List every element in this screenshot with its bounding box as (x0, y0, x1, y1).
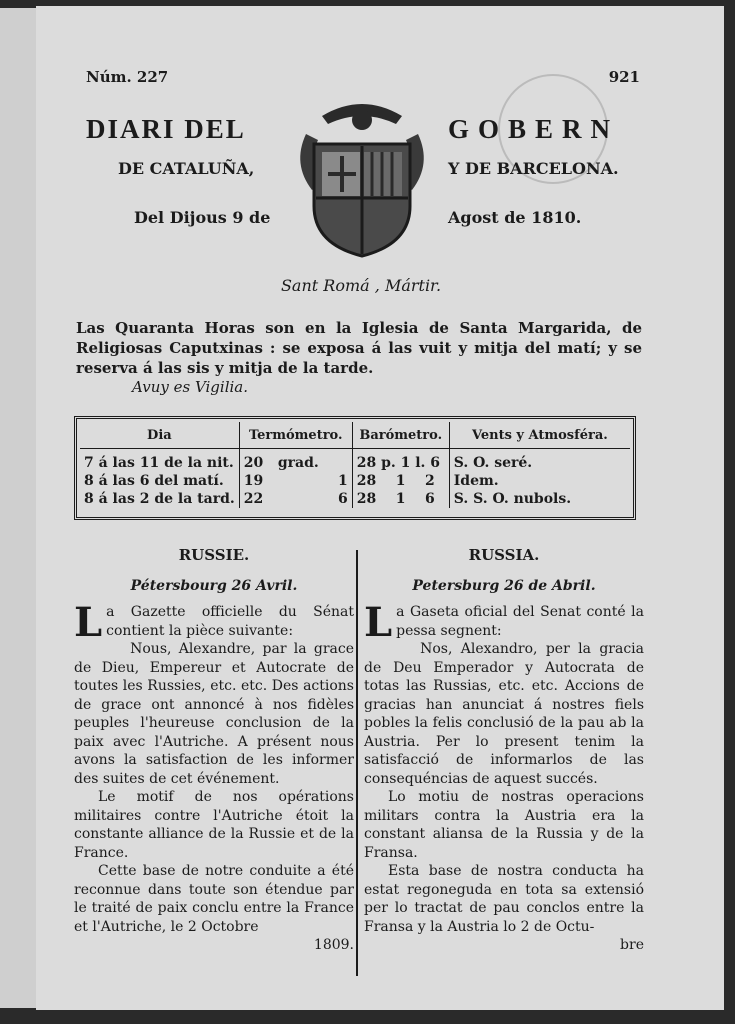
newspaper-page (36, 6, 724, 1010)
page-number: 921 (608, 68, 640, 86)
paragraph: La Gazette officielle du Sénat contient la pièce suivante: (74, 599, 354, 646)
vigil-notice: Avuy es Vigilia. (132, 378, 249, 396)
masthead-subtitle-left: DE CATALUÑA, (118, 159, 255, 178)
column-divider (356, 550, 358, 976)
table-row: 8 á las 6 del matí. 19 1 28 1 2 Idem. (80, 472, 630, 490)
french-column (74, 546, 354, 955)
date-left: Del Dijous 9 de (134, 208, 271, 227)
continuation-word: 1809. (313, 937, 354, 953)
masthead-title-left: DIARI DEL (86, 114, 246, 144)
paragraph: Lo motiu de nostras operacions militars contra la Austria era la constant aliansa de la Russia y de la Fransa. (364, 789, 644, 861)
issue-number: Núm. 227 (86, 68, 169, 86)
header-termometro: Termómetro. (239, 422, 352, 449)
facing-page-edge (0, 8, 38, 1008)
paragraph: Cette base de notre conduite a été reconnue dans toute son étendue par le traité de paix conclu entre la France et l'Autriche, le 2 Octobre (74, 863, 354, 935)
coat-of-arms-icon (292, 94, 432, 260)
paragraph: Esta base de nostra conducta ha estat regoneguda en tota sa extensió per lo tractat de pau conclos entre la Fransa y la Austria lo 2 de Octu- (364, 863, 644, 935)
drop-cap: L (74, 599, 103, 646)
column-heading: RUSSIA. (468, 546, 540, 564)
column-dateline: Petersburg 26 de Abril. (412, 577, 596, 594)
paragraph: Nous, Alexandre, par la grace de Dieu, Empereur et Autocrate de toutes les Russies, etc. etc. Des actions de grace ont annoncé à nos fidèles peuples l'heureuse conclusion de la paix avec l'Autriche. A présent nous avons la satisfaction de les informer des suites de cet événement. (74, 641, 354, 787)
date-right: Agost de 1810. (448, 208, 582, 227)
paragraph: Nos, Alexandro, per la gracia de Deu Emperador y Autocrata de totas las Russias, etc. etc. Accions de gracias han anunciat á nostres fiels pobles la felis conclusió de la pau ab la Austria. Per lo present tenim la satisfacció de informarlos de las consequéncias de aquest succés. (364, 641, 644, 787)
catalan-column (364, 546, 644, 955)
header-dia: Dia (80, 422, 239, 449)
saint-of-the-day: Sant Romá , Mártir. (280, 276, 442, 295)
paragraph: La Gaseta oficial del Senat conté la pessa segnent: (364, 599, 644, 646)
drop-cap: L (364, 599, 393, 646)
continuation-word: bre (620, 937, 644, 953)
column-dateline: Pétersbourg 26 Avril. (130, 577, 298, 594)
weather-table (74, 416, 636, 520)
header-barometro: Barómetro. (352, 422, 449, 449)
table-row: 8 á las 2 de la tard. 22 6 28 1 6 S. S. O. nubols. (80, 490, 630, 508)
quaranta-horas-notice: Las Quaranta Horas son en la Iglesia de Santa Margarida, de Religiosas Caputxinas : se exposa á las vuit y mitja del matí; y se reserva á las sis y mitja de la tarde. (76, 319, 642, 377)
paragraph: Le motif de nos opérations militaires contre l'Autriche étoit la constante alliance de la Russie et de la France. (74, 789, 354, 861)
masthead-title-right: GOBERN (448, 114, 620, 144)
column-heading: RUSSIE. (178, 546, 250, 564)
table-row: 7 á las 11 de la nit. 20 grad. 28 p. 1 l. 6 S. O. seré. (80, 449, 630, 473)
header-vents: Vents y Atmosféra. (449, 422, 630, 449)
masthead-subtitle-right: Y DE BARCELONA. (448, 159, 619, 178)
